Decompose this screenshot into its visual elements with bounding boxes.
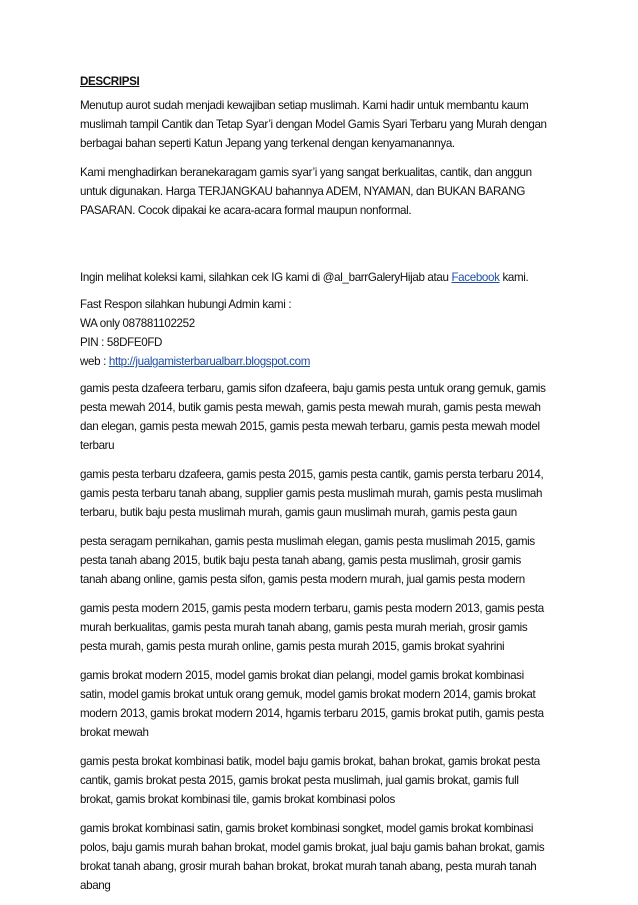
bbm-pin: PIN : 58DFE0FD [80,336,163,349]
website-line [80,352,550,371]
contact-intro: Fast Respon silahkan hubungi Admin kami : [80,298,292,311]
keyword-paragraph: pesta seragam pernikahan, gamis pesta muslimah elegan, gamis pesta muslimah 2015, gamis pesta tanah abang 2015, butik baju pesta tanah abang, gamis pesta muslimah, grosir gamis tanah abang online, gamis pesta sifon, gamis pesta modern murah, jual gamis pesta modern [80,535,535,586]
document-body [80,72,550,905]
keyword-paragraph: gamis brokat kombinasi satin, gamis broket kombinasi songket, model gamis brokat kombinasi polos, baju gamis murah bahan brokat, model gamis brokat, jual baju gamis bahan brokat, gamis brokat tanah abang, grosir murah bahan brokat, brokat murah tanah abang, pesta murah tanah abang [80,822,545,892]
intro-paragraph: Kami menghadirkan beranekaragam gamis syar’i yang sangat berkualitas, cantik, dan anggun untuk digunakan. Harga TERJANGKAU bahannya ADEM, NYAMAN, dan BUKAN BARANG PASARAN. Cocok dipakai ke acara-acara formal maupun nonformal. [80,166,532,217]
section-heading: DESCRIPSI [80,75,140,88]
keyword-paragraph: gamis pesta brokat kombinasi batik, model baju gamis brokat, bahan brokat, gamis brokat pesta cantik, gamis brokat pesta 2015, gamis brokat pesta muslimah, jual gamis brokat, gamis full brokat, gamis brokat kombinasi tile, gamis brokat kombinasi polos [80,755,540,806]
instagram-text: Ingin melihat koleksi kami, silahkan cek IG kami di @al_barrGaleryHijab atau [80,271,452,284]
website-label: web : [80,355,109,368]
website-link[interactable]: http://jualgamisterbarualbarr.blogspot.com [108,355,311,368]
keyword-paragraph: gamis brokat modern 2015, model gamis brokat dian pelangi, model gamis brokat kombinasi satin, model gamis brokat untuk orang gemuk, model gamis brokat modern 2014, gamis brokat modern 2013, gamis brokat modern 2014, hgamis terbaru 2015, gamis brokat putih, gamis pesta brokat mewah [80,669,544,739]
intro-paragraph: Menutup aurot sudah menjadi kewajiban setiap muslimah. Kami hadir untuk membantu kaum muslimah tampil Cantik dan Tetap Syar’i dengan Model Gamis Syari Terbaru yang Murah dengan berbagai bahan seperti Katun Jepang yang terkenal dengan kenyamanannya. [80,99,547,150]
contact-block [80,295,550,371]
facebook-link[interactable]: Facebook [451,271,500,284]
instagram-suffix: kami. [499,271,529,284]
keyword-paragraph: gamis pesta terbaru dzafeera, gamis pesta 2015, gamis pesta cantik, gamis persta terbaru 2014, gamis pesta terbaru tanah abang, supplier gamis pesta muslimah murah, gamis pesta muslimah terbaru, butik baju pesta muslimah murah, gamis gaun muslimah murah, gamis pesta gaun [80,468,544,519]
instagram-paragraph [80,268,550,287]
whatsapp-number: WA only 087881102252 [80,317,195,330]
keyword-paragraph: gamis pesta modern 2015, gamis pesta modern terbaru, gamis pesta modern 2013, gamis pesta murah berkualitas, gamis pesta murah tanah abang, gamis pesta murah meriah, grosir gamis pesta murah, gamis pesta murah online, gamis pesta murah 2015, gamis brokat syahrini [80,602,544,653]
keyword-paragraph: gamis pesta dzafeera terbaru, gamis sifon dzafeera, baju gamis pesta untuk orang gemuk, gamis pesta mewah 2014, butik gamis pesta mewah, gamis pesta mewah murah, gamis pesta mewah dan elegan, gamis pesta mewah 2015, gamis pesta mewah terbaru, gamis pesta mewah model terbaru [80,382,546,452]
